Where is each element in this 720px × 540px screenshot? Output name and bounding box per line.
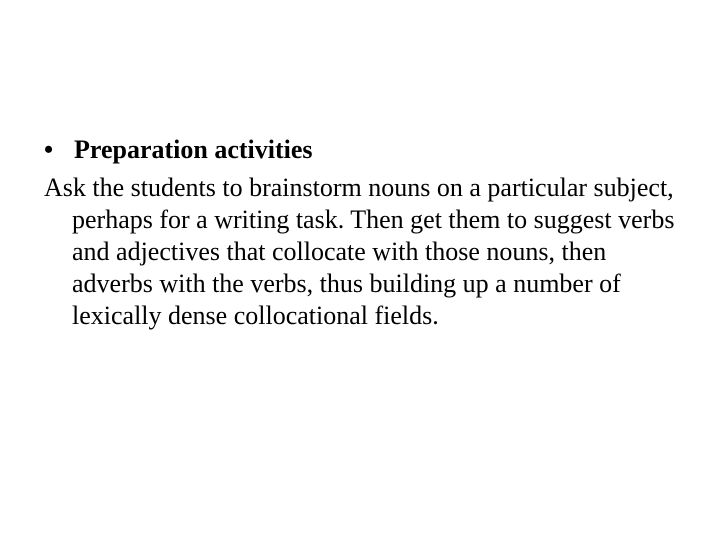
bullet-marker: •	[44, 135, 54, 164]
slide-content	[44, 134, 684, 332]
bullet-heading: Preparation activities	[74, 135, 313, 164]
bullet-heading-line	[44, 134, 684, 166]
body-paragraph: Ask the students to brainstorm nouns on a particular subject, perhaps for a writing task. Then get them to suggest verbs and adjectives that collocate with those nouns, then adverbs with the verbs, thus building up a number of lexically dense collocational fields.	[44, 173, 675, 330]
